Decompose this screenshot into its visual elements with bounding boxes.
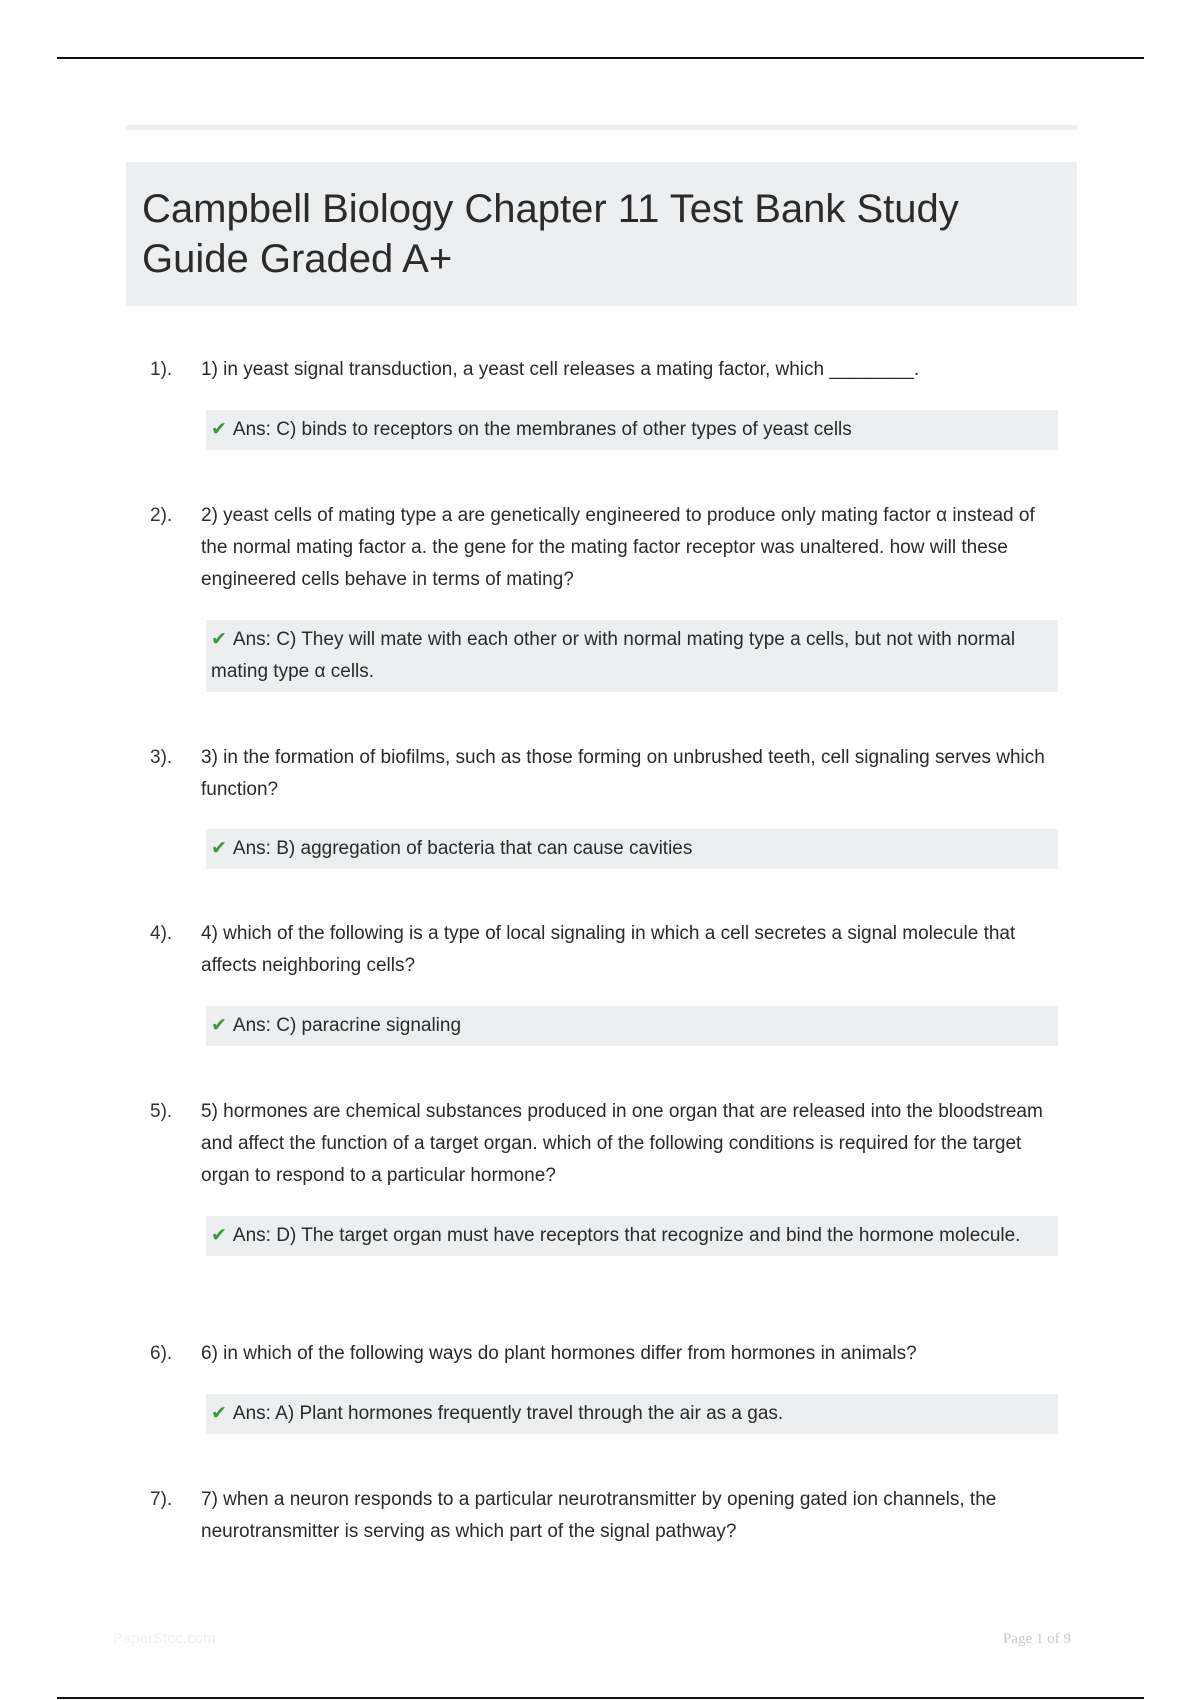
- question-number: 6).: [150, 1343, 173, 1364]
- answer-text: Ans: C) binds to receptors on the membranes of other types of yeast cells: [232, 419, 852, 440]
- question-text: 1) in yeast signal transduction, a yeast cell releases a mating factor, which ________.: [201, 359, 920, 380]
- answer-text: Ans: D) The target organ must have receptors that recognize and bind the hormone molecule.: [232, 1225, 1021, 1246]
- checkmark-icon: ✔: [211, 1225, 227, 1246]
- checkmark-icon: ✔: [211, 629, 227, 650]
- checkmark-icon: ✔: [211, 838, 227, 859]
- checkmark-icon: ✔: [211, 1403, 227, 1424]
- question-number: 5).: [150, 1101, 173, 1122]
- answer-box: [206, 1216, 1058, 1256]
- checkmark-icon: ✔: [211, 419, 227, 440]
- question-text: 7) when a neuron responds to a particular neurotransmitter by opening gated ion channels, the neurotransmitter is serving as which part of the signal pathway?: [201, 1489, 997, 1542]
- question-text: 4) which of the following is a type of local signaling in which a cell secretes a signal molecule that affects neighboring cells?: [201, 923, 1016, 976]
- footer-watermark: PaperStoc.com: [113, 1630, 216, 1647]
- answer-box: [206, 620, 1058, 692]
- header-divider: [126, 125, 1077, 130]
- answer-text: Ans: C) They will mate with each other or with normal mating type a cells, but not with normal mating type α cells.: [211, 629, 1016, 682]
- bottom-rule: [57, 1697, 1144, 1699]
- question-number: 3).: [150, 747, 173, 768]
- top-rule: [57, 57, 1144, 59]
- title-banner: [126, 162, 1077, 306]
- answer-box: [206, 829, 1058, 869]
- answer-box: [206, 410, 1058, 450]
- answer-text: Ans: C) paracrine signaling: [232, 1015, 462, 1036]
- question-number: 1).: [150, 359, 173, 380]
- answer-box: [206, 1006, 1058, 1046]
- question-text: 6) in which of the following ways do plant hormones differ from hormones in animals?: [201, 1343, 917, 1364]
- question-number: 2).: [150, 505, 173, 526]
- question-text: 2) yeast cells of mating type a are genetically engineered to produce only mating factor α instead of the normal mating factor a. the gene for the mating factor receptor was unaltered. how will these engineered cells behave in terms of mating?: [201, 505, 1035, 590]
- page-indicator: Page 1 of 9: [1003, 1631, 1071, 1647]
- answer-box: [206, 1394, 1058, 1434]
- answer-text: Ans: B) aggregation of bacteria that can cause cavities: [232, 838, 693, 859]
- answer-text: Ans: A) Plant hormones frequently travel through the air as a gas.: [232, 1403, 784, 1424]
- page-title: Campbell Biology Chapter 11 Test Bank Study Guide Graded A+: [142, 187, 959, 281]
- question-number: 4).: [150, 923, 173, 944]
- question-number: 7).: [150, 1489, 173, 1510]
- question-text: 3) in the formation of biofilms, such as those forming on unbrushed teeth, cell signaling serves which function?: [201, 747, 1045, 800]
- checkmark-icon: ✔: [211, 1015, 227, 1036]
- question-text: 5) hormones are chemical substances produced in one organ that are released into the bloodstream and affect the function of a target organ. which of the following conditions is required for the target organ to respond to a particular hormone?: [201, 1101, 1043, 1186]
